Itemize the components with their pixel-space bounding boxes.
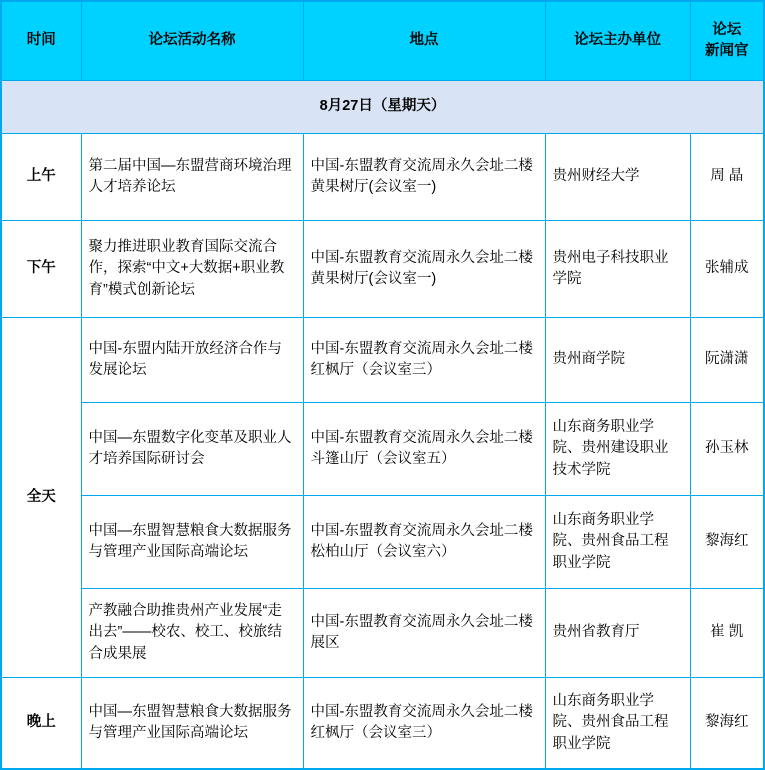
column-header-press-officer-line1: 论坛 bbox=[712, 21, 742, 38]
column-header-place: 地点 bbox=[303, 1, 545, 81]
row-activity-name: 产教融合助推贵州产业发展“走出去”——校农、校工、校旅结合成果展 bbox=[81, 589, 303, 678]
row-activity-name: 中国-东盟内陆开放经济合作与发展论坛 bbox=[81, 318, 303, 403]
row-activity-name: 中国—东盟智慧粮食大数据服务与管理产业国际高端论坛 bbox=[81, 496, 303, 589]
row-activity-name: 中国—东盟智慧粮食大数据服务与管理产业国际高端论坛 bbox=[81, 678, 303, 770]
row-press-officer: 崔 凯 bbox=[690, 589, 764, 678]
table-body bbox=[1, 81, 764, 770]
row-place: 中国-东盟教育交流周永久会址二楼黄果树厅(会议室一) bbox=[303, 221, 545, 318]
table-row bbox=[1, 134, 764, 221]
row-press-officer: 孙玉林 bbox=[690, 403, 764, 496]
column-header-time: 时间 bbox=[1, 1, 81, 81]
column-header-activity-name: 论坛活动名称 bbox=[81, 1, 303, 81]
date-row bbox=[1, 81, 764, 134]
date-label: 8月27日（星期天） bbox=[1, 81, 764, 134]
row-host: 贵州电子科技职业学院 bbox=[545, 221, 690, 318]
row-place: 中国-东盟教育交流周永久会址二楼展区 bbox=[303, 589, 545, 678]
column-header-press-officer bbox=[690, 1, 764, 81]
row-place: 中国-东盟教育交流周永久会址二楼红枫厅（会议室三） bbox=[303, 318, 545, 403]
row-press-officer: 张辅成 bbox=[690, 221, 764, 318]
table-row bbox=[1, 318, 764, 403]
row-host: 贵州省教育厅 bbox=[545, 589, 690, 678]
table-row bbox=[1, 221, 764, 318]
row-press-officer: 黎海红 bbox=[690, 496, 764, 589]
row-press-officer: 阮潇潇 bbox=[690, 318, 764, 403]
row-host: 山东商务职业学院、贵州建设职业技术学院 bbox=[545, 403, 690, 496]
row-host: 贵州财经大学 bbox=[545, 134, 690, 221]
row-activity-name: 第二届中国—东盟营商环境治理人才培养论坛 bbox=[81, 134, 303, 221]
row-press-officer: 周 晶 bbox=[690, 134, 764, 221]
table-row bbox=[1, 403, 764, 496]
column-header-host: 论坛主办单位 bbox=[545, 1, 690, 81]
row-period-evening: 晚上 bbox=[1, 678, 81, 770]
row-period-afternoon: 下午 bbox=[1, 221, 81, 318]
table-row bbox=[1, 589, 764, 678]
row-host: 山东商务职业学院、贵州食品工程职业学院 bbox=[545, 496, 690, 589]
row-place: 中国-东盟教育交流周永久会址二楼黄果树厅(会议室一) bbox=[303, 134, 545, 221]
table-row bbox=[1, 678, 764, 770]
row-period-morning: 上午 bbox=[1, 134, 81, 221]
table-row bbox=[1, 496, 764, 589]
row-place: 中国-东盟教育交流周永久会址二楼斗篷山厅（会议室五） bbox=[303, 403, 545, 496]
header-row bbox=[1, 1, 764, 81]
column-header-press-officer-line2: 新闻官 bbox=[705, 43, 749, 59]
row-period-all-day: 全天 bbox=[1, 318, 81, 678]
row-host: 山东商务职业学院、贵州食品工程职业学院 bbox=[545, 678, 690, 770]
row-activity-name: 聚力推进职业教育国际交流合作，探索“中文+大数据+职业教育”模式创新论坛 bbox=[81, 221, 303, 318]
row-activity-name: 中国—东盟数字化变革及职业人才培养国际研讨会 bbox=[81, 403, 303, 496]
row-place: 中国-东盟教育交流周永久会址二楼松柏山厅（会议室六） bbox=[303, 496, 545, 589]
table-header bbox=[1, 1, 764, 81]
row-host: 贵州商学院 bbox=[545, 318, 690, 403]
row-place: 中国-东盟教育交流周永久会址二楼红枫厅（会议室三） bbox=[303, 678, 545, 770]
row-press-officer: 黎海红 bbox=[690, 678, 764, 770]
